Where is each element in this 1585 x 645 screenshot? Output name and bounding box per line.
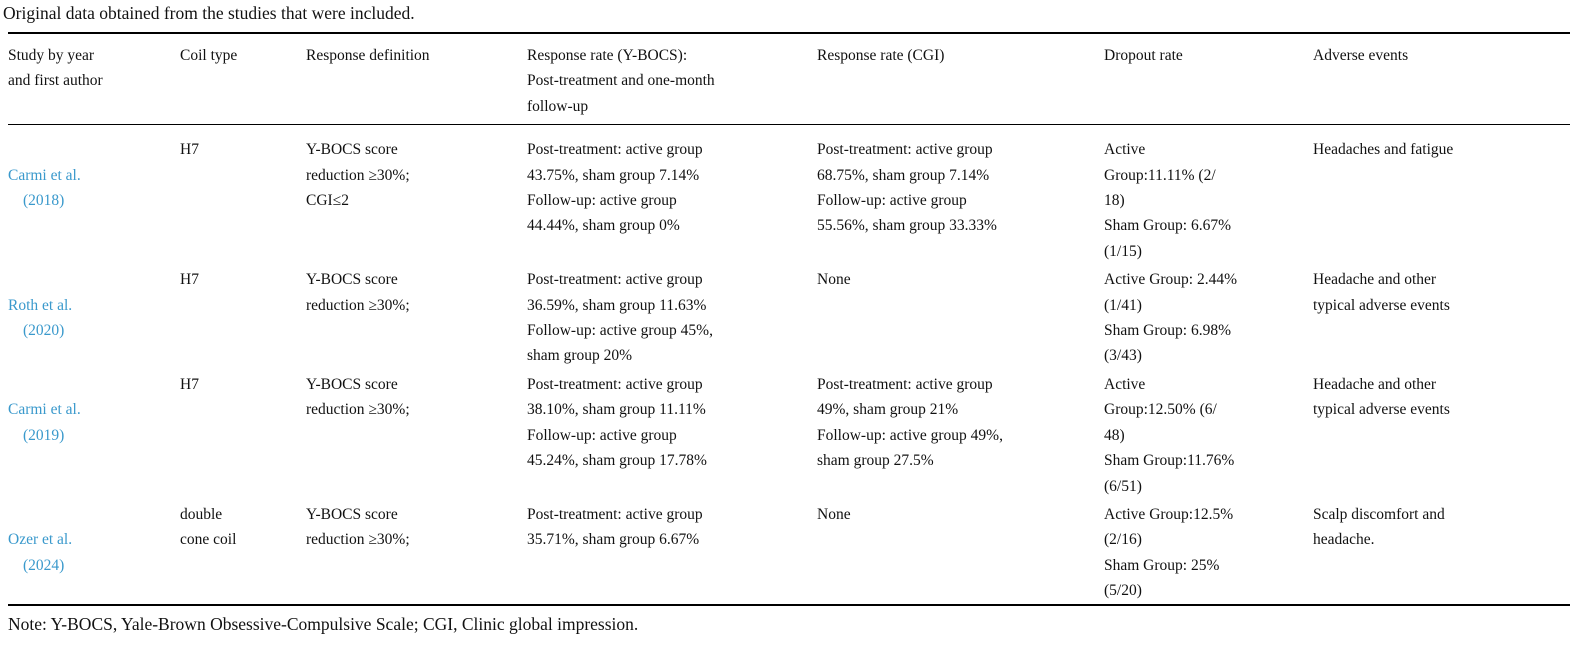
study-data-table	[8, 34, 1570, 604]
cell-coil-type: double cone coil	[180, 505, 237, 549]
cell-adverse-events: Scalp discomfort and headache.	[1313, 505, 1445, 549]
column-header-response-definition: Response definition	[306, 34, 527, 125]
table-header-row	[8, 34, 1570, 125]
cell-coil-type: H7	[180, 271, 199, 289]
cell-response-rate-cgi: Post-treatment: active group 68.75%, sham group 7.14% Follow-up: active group 55.56%, sham group 33.33%	[817, 141, 997, 235]
study-data-table-container	[8, 32, 1570, 606]
table-row	[8, 499, 1570, 604]
cell-dropout-rate: Active Group:12.50% (6/ 48) Sham Group:11.76% (6/51)	[1104, 375, 1235, 495]
study-citation-link[interactable]: Ozer et al. (2024)	[8, 531, 73, 574]
cell-response-rate-ybocs: Post-treatment: active group 36.59%, sham group 11.63% Follow-up: active group 45%, sham group 20%	[527, 271, 713, 365]
study-citation-link[interactable]: Carmi et al. (2018)	[8, 166, 81, 210]
cell-response-rate-ybocs: Post-treatment: active group 43.75%, sham group 7.14% Follow-up: active group 44.44%, sham group 0%	[527, 141, 703, 235]
cell-dropout-rate: Active Group:12.5% (2/16) Sham Group: 25% (5/20)	[1104, 505, 1234, 600]
table-row	[8, 125, 1570, 265]
cell-response-definition: Y-BOCS score reduction ≥30%;	[306, 505, 410, 549]
cell-response-rate-ybocs: Post-treatment: active group 38.10%, sham group 11.11% Follow-up: active group 45.24%, sham group 17.78%	[527, 375, 707, 470]
table-row	[8, 264, 1570, 369]
cell-adverse-events: Headaches and fatigue	[1313, 141, 1454, 159]
cell-coil-type: H7	[180, 375, 199, 393]
cell-dropout-rate: Active Group: 2.44% (1/41) Sham Group: 6.98% (3/43)	[1104, 271, 1238, 365]
cell-response-rate-cgi: None	[817, 505, 851, 523]
cell-study	[8, 125, 180, 265]
cell-adverse-events: Headache and other typical adverse events	[1313, 271, 1450, 314]
column-header-response-rate-ybocs: Response rate (Y-BOCS): Post-treatment and one-month follow-up	[527, 34, 817, 125]
cell-response-definition: Y-BOCS score reduction ≥30%;	[306, 375, 410, 419]
study-citation-link[interactable]: Roth et al. (2020)	[8, 296, 73, 340]
column-header-response-rate-cgi: Response rate (CGI)	[817, 34, 1104, 125]
table-row	[8, 369, 1570, 499]
cell-response-definition: Y-BOCS score reduction ≥30%;	[306, 271, 410, 314]
cell-study	[8, 264, 180, 369]
cell-response-rate-cgi: Post-treatment: active group 49%, sham group 21% Follow-up: active group 49%, sham group 27.5%	[817, 375, 1003, 470]
table-caption: Original data obtained from the studies that were included.	[3, 3, 415, 23]
cell-response-definition: Y-BOCS score reduction ≥30%; CGI≤2	[306, 141, 410, 210]
column-header-study: Study by year and first author	[8, 34, 180, 125]
cell-study	[8, 369, 180, 499]
column-header-coil-type: Coil type	[180, 34, 306, 125]
table-footnote: Note: Y-BOCS, Yale-Brown Obsessive-Compulsive Scale; CGI, Clinic global impression.	[8, 613, 639, 634]
cell-dropout-rate: Active Group:11.11% (2/ 18) Sham Group: 6.67% (1/15)	[1104, 141, 1232, 260]
study-citation-link[interactable]: Carmi et al. (2019)	[8, 401, 81, 444]
column-header-dropout-rate: Dropout rate	[1104, 34, 1313, 125]
cell-study	[8, 499, 180, 604]
column-header-adverse-events: Adverse events	[1313, 34, 1570, 125]
cell-adverse-events: Headache and other typical adverse events	[1313, 375, 1450, 419]
cell-response-rate-cgi: None	[817, 271, 851, 289]
cell-response-rate-ybocs: Post-treatment: active group 35.71%, sham group 6.67%	[527, 505, 703, 549]
cell-coil-type: H7	[180, 141, 199, 159]
